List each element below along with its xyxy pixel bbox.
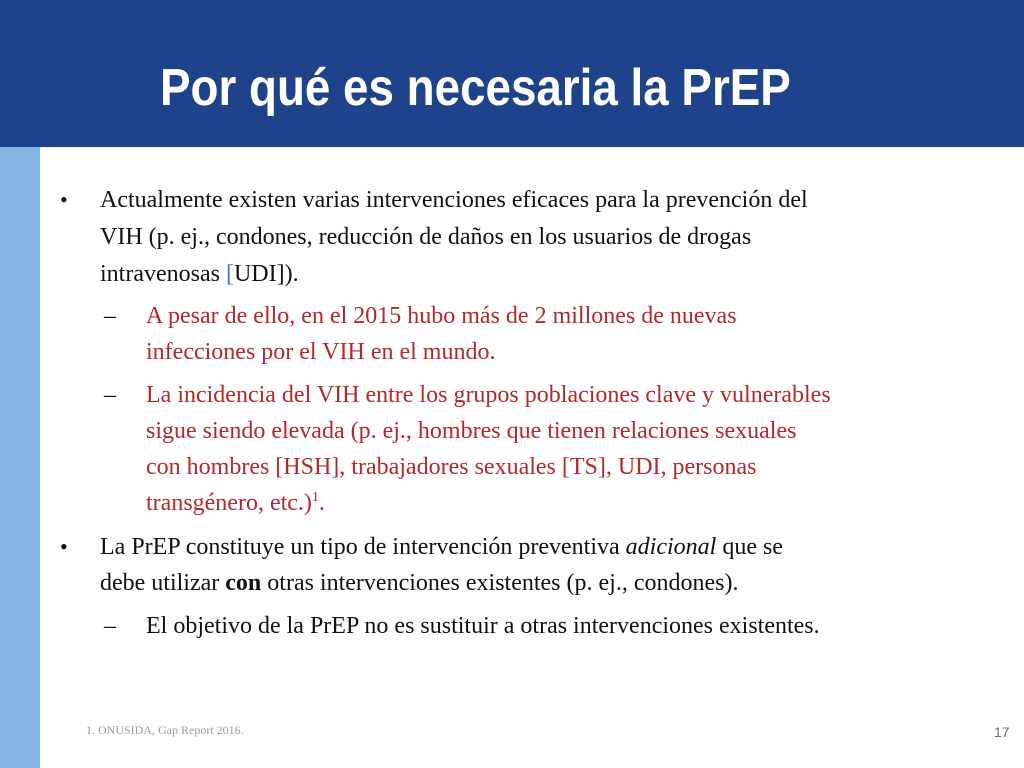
bullet-marker: • <box>60 534 68 559</box>
slide-title: Por qué es necesaria la PrEP <box>160 59 791 117</box>
text-segment: UDI] <box>233 261 285 287</box>
sub-bullet-marker: – <box>104 613 116 639</box>
sub-bullet-marker: – <box>104 303 116 329</box>
sub-bullet-2-line-4 <box>146 488 325 518</box>
text-segment: ). <box>284 261 299 287</box>
sub-bullet-2-line-2: sigue siendo elevada (p. ej., hombres que tienen relaciones sexuales <box>146 418 797 444</box>
sub-bullet-2-line-3: con hombres [HSH], trabajadores sexuales [TS], UDI, personas <box>146 454 757 480</box>
page-number: 17 <box>994 724 1010 740</box>
bullet-marker: • <box>60 187 68 212</box>
bullet-2-line-2 <box>100 568 738 598</box>
emphasis-text: adicional <box>625 534 717 560</box>
bullet-2-line-1 <box>100 532 783 562</box>
text-segment: que se <box>716 534 783 560</box>
bullet-1-line-3 <box>100 259 299 289</box>
bold-text: con <box>225 570 262 596</box>
text-segment: otras intervenciones existentes (p. ej., condones). <box>261 570 739 596</box>
bullet-1-line-1: Actualmente existen varias intervenciones eficaces para la prevención del <box>100 187 808 213</box>
bullet-1-line-2: VIH (p. ej., condones, reducción de daños en los usuarios de drogas <box>100 224 752 250</box>
footnote: 1. ONUSIDA, Gap Report 2016. <box>86 723 244 737</box>
text-segment: transgénero, etc.) <box>146 490 312 516</box>
sub-bullet-marker: – <box>104 382 116 408</box>
sub-bullet-2-line-1: La incidencia del VIH entre los grupos poblaciones clave y vulnerables <box>146 382 831 408</box>
footnote-ref: 1 <box>311 490 319 505</box>
text-segment: La PrEP constituye un tipo de intervención preventiva <box>100 534 626 560</box>
sub-bullet-3-line-1: El objetivo de la PrEP no es sustituir a otras intervenciones existentes. <box>146 613 820 639</box>
text-segment: . <box>318 490 325 516</box>
text-segment: intravenosas <box>100 261 226 287</box>
text-segment: debe utilizar <box>100 570 226 596</box>
sub-bullet-1-line-2: infecciones por el VIH en el mundo. <box>146 339 496 365</box>
sub-bullet-1-line-1: A pesar de ello, en el 2015 hubo más de 2 millones de nuevas <box>146 303 737 329</box>
text-segment: [ <box>225 261 234 287</box>
